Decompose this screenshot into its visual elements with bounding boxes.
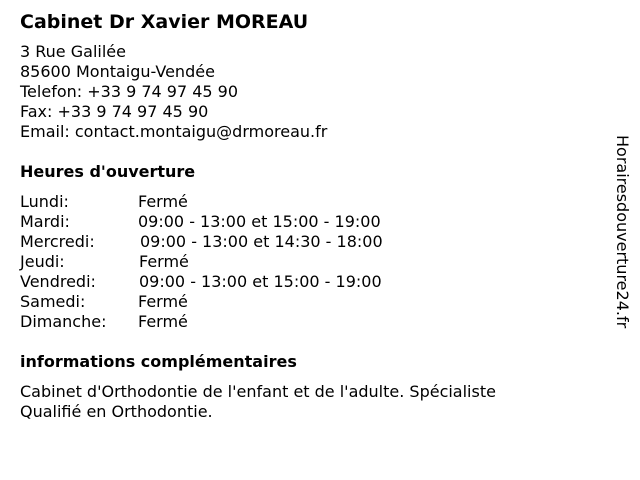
fax-number: Fax: +33 9 74 97 45 90 <box>20 102 209 121</box>
additional-info-text: Cabinet d'Orthodontie de l'enfant et de l'adulte. Spécialiste Qualifié en Orthodontie. <box>20 382 496 421</box>
day-label: Jeudi: <box>20 252 65 271</box>
opening-hours-table <box>20 192 580 332</box>
day-hours: Fermé <box>138 312 188 331</box>
hours-row-vendredi <box>20 272 580 292</box>
practice-name: Cabinet Dr Xavier MOREAU <box>20 11 309 33</box>
day-hours: 09:00 - 13:00 et 14:30 - 18:00 <box>140 232 383 251</box>
opening-hours-heading: Heures d'ouverture <box>20 162 196 181</box>
hours-row-jeudi <box>20 252 580 272</box>
hours-row-dimanche <box>20 312 580 332</box>
day-hours: 09:00 - 13:00 et 15:00 - 19:00 <box>139 272 382 291</box>
day-label: Vendredi: <box>20 272 96 291</box>
address-street: 3 Rue Galilée <box>20 42 126 61</box>
address-city: 85600 Montaigu-Vendée <box>20 62 215 81</box>
day-label: Samedi: <box>20 292 86 311</box>
day-hours: Fermé <box>138 192 188 211</box>
hours-row-samedi <box>20 292 580 312</box>
day-label: Dimanche: <box>20 312 107 331</box>
site-watermark: Horairesdouverture24.fr <box>613 135 632 329</box>
day-hours: 09:00 - 13:00 et 15:00 - 19:00 <box>138 212 381 231</box>
day-label: Lundi: <box>20 192 69 211</box>
day-label: Mardi: <box>20 212 70 231</box>
day-label: Mercredi: <box>20 232 95 251</box>
practice-card <box>20 9 580 422</box>
hours-row-mercredi <box>20 232 580 252</box>
hours-row-lundi <box>20 192 580 212</box>
hours-row-mardi <box>20 212 580 232</box>
additional-info-heading: informations complémentaires <box>20 352 297 371</box>
email-address: Email: contact.montaigu@drmoreau.fr <box>20 122 328 141</box>
day-hours: Fermé <box>138 292 188 311</box>
day-hours: Fermé <box>139 252 189 271</box>
phone-number: Telefon: +33 9 74 97 45 90 <box>20 82 239 101</box>
